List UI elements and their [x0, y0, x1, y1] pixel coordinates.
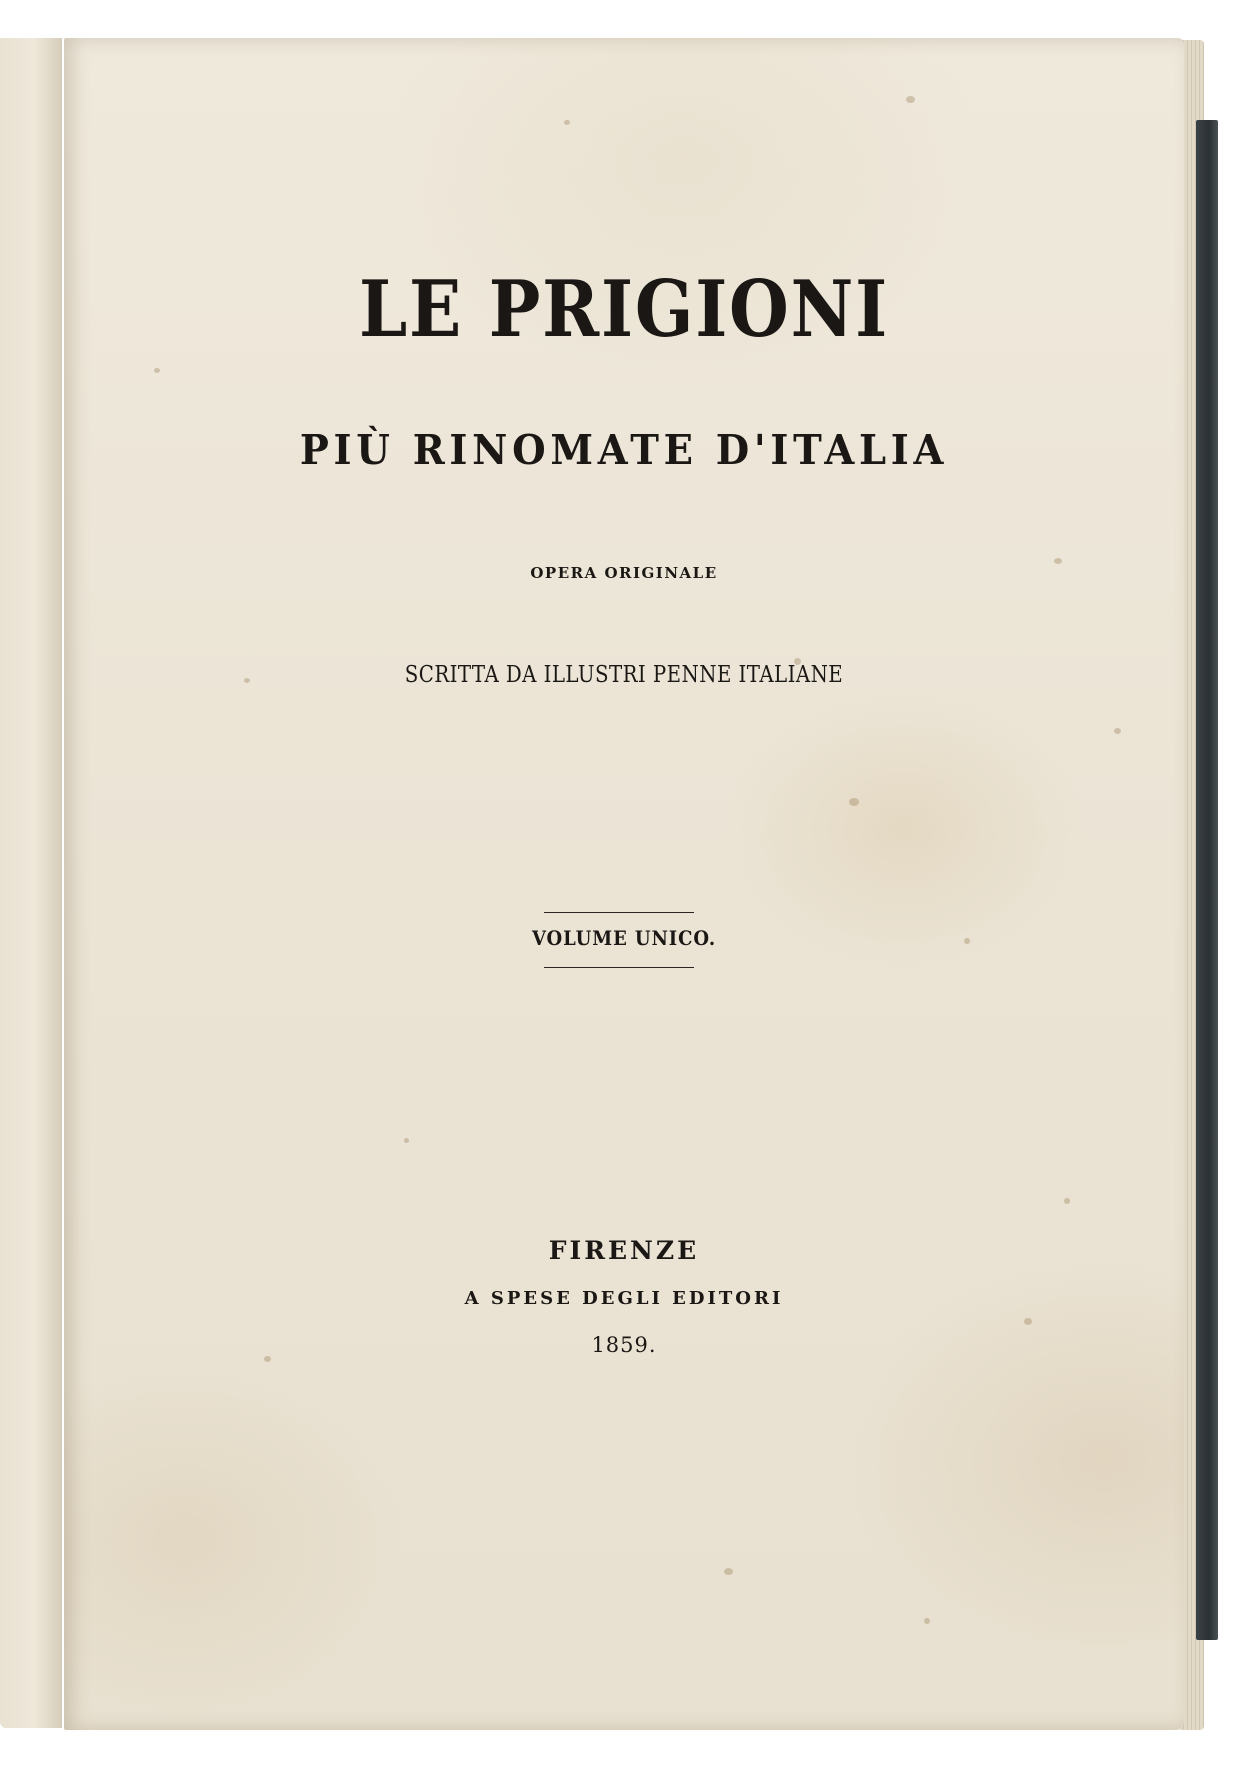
- foxing-spot: [1114, 728, 1121, 734]
- authorship-line: SCRITTA DA ILLUSTRI PENNE ITALIANE: [404, 662, 844, 688]
- foxing-spot: [1024, 1318, 1032, 1325]
- cover-edge: [1196, 120, 1218, 1640]
- book-subtitle: PIÙ RINOMATE D'ITALIA: [299, 426, 949, 474]
- rule-top: [544, 912, 694, 913]
- volume-label: VOLUME UNICO.: [531, 926, 717, 950]
- imprint-year: 1859.: [591, 1333, 657, 1357]
- foxing-spot: [154, 368, 160, 373]
- foxing-spot: [906, 96, 915, 103]
- facing-page: [0, 38, 62, 1728]
- foxing-spot: [924, 1618, 930, 1624]
- title-page: [64, 38, 1184, 1730]
- work-description: OPERA ORIGINALE: [530, 564, 718, 582]
- book-title: LE PRIGIONI: [359, 264, 889, 355]
- foxing-spot: [564, 120, 570, 125]
- imprint-publisher: A SPESE DEGLI EDITORI: [464, 1288, 784, 1309]
- foxing-spot: [1064, 1198, 1070, 1204]
- foxing-spot: [724, 1568, 733, 1575]
- imprint-city: FIRENZE: [548, 1236, 700, 1265]
- foxing-spot: [849, 798, 859, 806]
- rule-bottom: [544, 967, 694, 968]
- foxing-spot: [404, 1138, 409, 1143]
